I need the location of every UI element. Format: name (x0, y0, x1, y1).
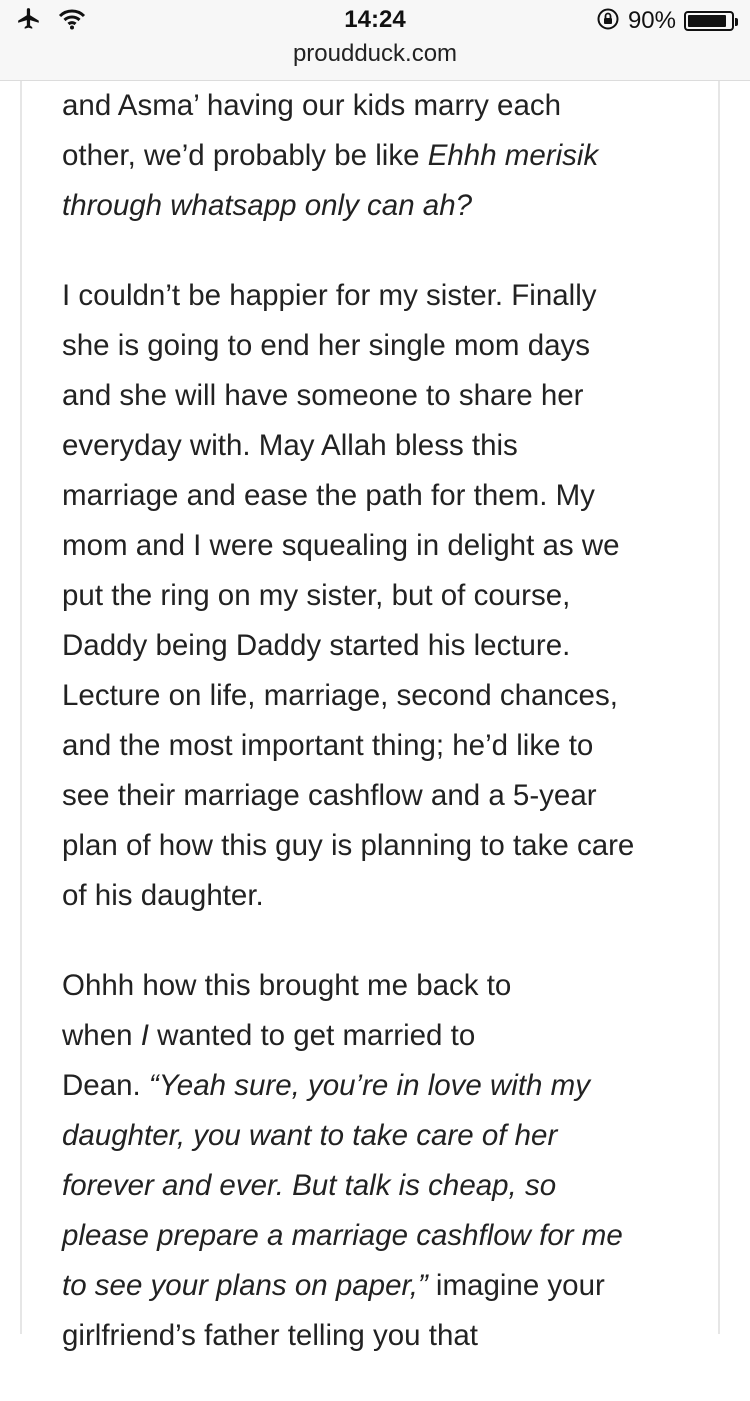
italic-text: through whatsapp only can ah? (62, 189, 473, 222)
text-line: and the most important thing; he’d like to (62, 729, 594, 762)
battery-tip (735, 18, 738, 26)
battery-percent: 90% (627, 7, 676, 34)
text-line (62, 1111, 702, 1161)
text-line (62, 1061, 702, 1111)
text-line (62, 1161, 702, 1211)
text-line: and she will have someone to share her (62, 379, 584, 412)
status-time: 14:24 (344, 6, 406, 33)
battery-fill (688, 15, 726, 27)
article-paragraph-1 (62, 81, 702, 231)
italic-text: Ehhh merisik (427, 139, 599, 172)
text-line: Ohhh how this brought me back to (62, 969, 512, 1002)
text-span: wanted to get married to (148, 1019, 476, 1052)
text-line: everyday with. May Allah bless this (62, 429, 518, 462)
article-body (62, 81, 702, 1401)
address-bar-url[interactable]: proudduck.com (292, 40, 458, 67)
text-line: and Asma’ having our kids marry each (62, 89, 562, 122)
text-line: she is going to end her single mom days (62, 329, 591, 362)
text-line (62, 1011, 702, 1061)
text-line: Daddy being Daddy started his lecture. (62, 629, 571, 662)
text-line (62, 1211, 702, 1261)
italic-text: daughter, you want to take care of her (62, 1119, 558, 1152)
status-bar (0, 0, 750, 81)
text-line: I couldn’t be happier for my sister. Finally (62, 279, 597, 312)
text-line: marriage and ease the path for them. My (62, 479, 595, 512)
text-span: when (62, 1019, 141, 1052)
text-line: put the ring on my sister, but of course, (62, 579, 571, 612)
italic-text: to see your plans on paper,” (62, 1269, 428, 1302)
text-line: girlfriend’s father telling you that (62, 1319, 478, 1352)
italic-text: “Yeah sure, you’re in love with my (148, 1069, 590, 1102)
text-span: other, we’d probably be like (62, 139, 428, 172)
text-line (62, 131, 702, 181)
text-line: Lecture on life, marriage, second chances, (62, 679, 618, 712)
text-line: plan of how this guy is planning to take care (62, 829, 635, 862)
text-line: mom and I were squealing in delight as we (62, 529, 620, 562)
status-right (596, 6, 734, 36)
italic-text: I (140, 1019, 149, 1052)
battery-icon (684, 11, 734, 31)
article-paragraph-3 (62, 961, 702, 1361)
text-span: Dean. (62, 1069, 149, 1102)
text-line (62, 1261, 702, 1311)
italic-text: forever and ever. But talk is cheap, so (62, 1169, 557, 1202)
orientation-lock-icon (596, 7, 620, 36)
text-line (62, 181, 702, 231)
text-line: see their marriage cashflow and a 5-year (62, 779, 597, 812)
italic-text: please prepare a marriage cashflow for me (62, 1219, 623, 1252)
article-paragraph-2 (62, 271, 702, 921)
article-container (20, 81, 720, 1352)
text-line: of his daughter. (62, 879, 264, 912)
text-span: imagine your (427, 1269, 605, 1302)
